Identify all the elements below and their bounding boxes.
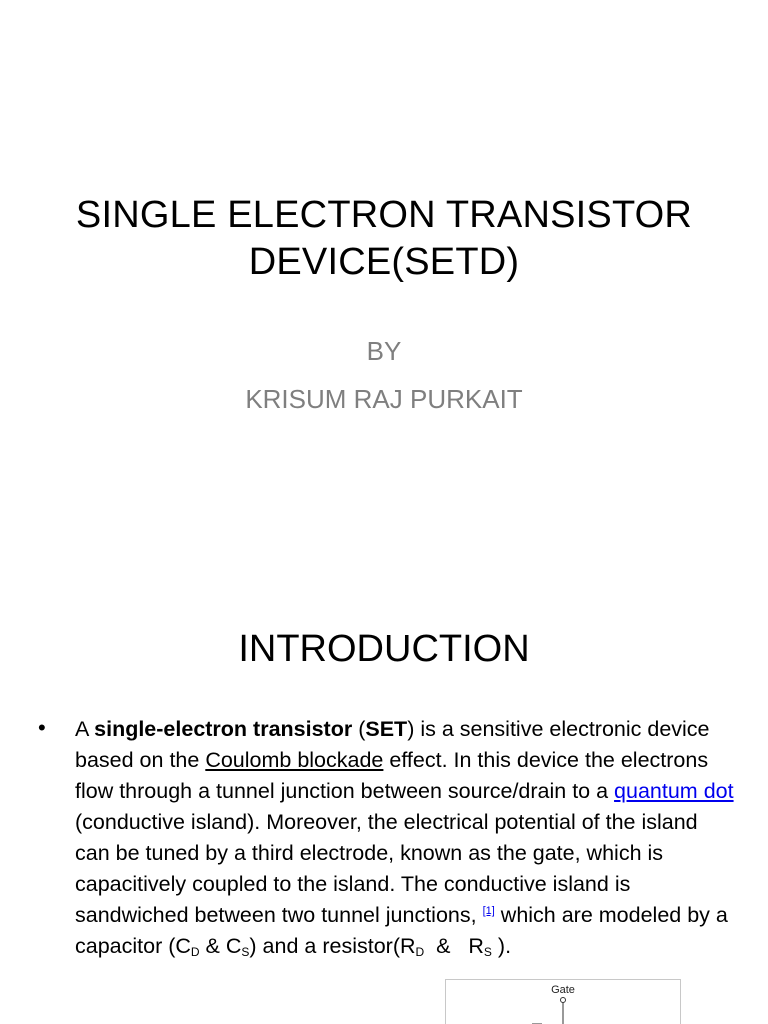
text-run: ( (352, 717, 366, 741)
subscript: S (483, 945, 492, 959)
gate-terminal-node (561, 998, 566, 1003)
gate-label: Gate (551, 984, 575, 996)
quantum-dot-link[interactable]: quantum dot (614, 779, 734, 803)
bold-term-single-electron-transistor: single-electron transistor (94, 717, 353, 741)
subtitle-author: KRISUM RAJ PURKAIT (245, 384, 523, 414)
subscript: S (241, 945, 250, 959)
underlined-term-coulomb-blockade: Coulomb blockade (205, 748, 384, 772)
presentation-title (40, 192, 728, 286)
bullet-paragraph (75, 714, 738, 962)
bold-term-set: SET (365, 717, 408, 741)
text-run: ) is a sensitive electronic device based on the (75, 717, 710, 772)
title-line-1: SINGLE ELECTRON TRANSISTOR (75, 194, 693, 236)
text-run: which are modeled by a capacitor (C (75, 903, 728, 958)
subtitle-by: BY (366, 336, 402, 366)
title-line-2: DEVICE(SETD) (248, 241, 520, 283)
subscript: D (190, 945, 200, 959)
text-run: effect. In this device the electrons flow through a tunnel junction between source/drain to a (75, 748, 709, 803)
text-run: & C (199, 934, 242, 958)
text-run: (conductive island). Moreover, the electrical potential of the island can be tuned by a third electrode, known as the gate, which is capacitively coupled to the island. The conductive island is sandwiched between two tunnel junctions, (75, 810, 698, 927)
set-circuit-diagram (445, 979, 681, 1024)
bullet-icon: • (38, 715, 46, 740)
slide-title: INTRODUCTION (238, 628, 530, 670)
text-run: ). (491, 934, 512, 958)
subscript: D (415, 945, 425, 959)
introduction-slide (0, 576, 768, 1024)
text-run: ) and a resistor(R (249, 934, 416, 958)
reference-link[interactable]: [1] (482, 905, 495, 917)
gate-terminal-drawing (446, 980, 680, 1024)
text-run: A (75, 717, 95, 741)
text-run: & R (424, 934, 484, 958)
bullet-item (38, 714, 738, 962)
